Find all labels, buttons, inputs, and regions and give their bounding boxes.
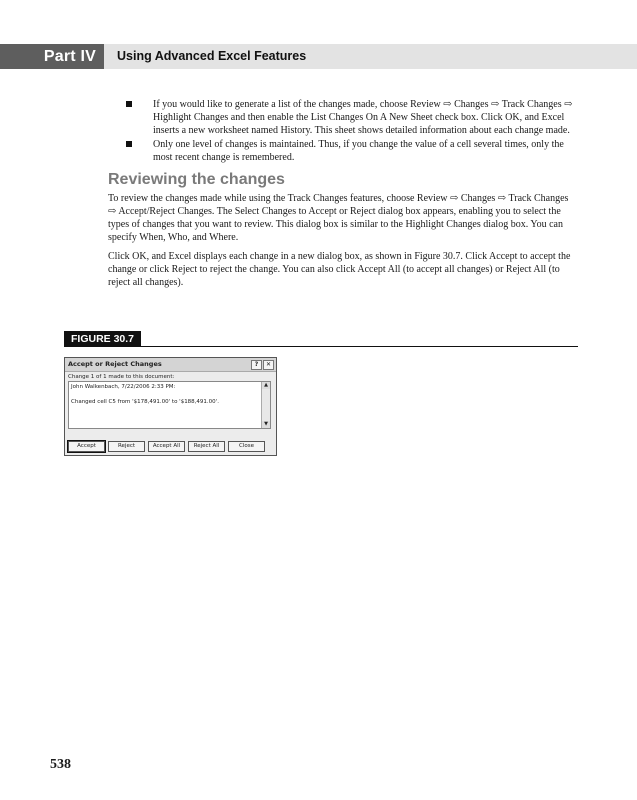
scroll-down-icon[interactable]: ▼ [262,421,270,428]
accept-button[interactable]: Accept [68,441,105,452]
vertical-scrollbar[interactable] [261,382,270,428]
bullet-square-icon [126,141,132,147]
figure-label: FIGURE 30.7 [64,331,141,347]
help-button[interactable]: ? [251,360,262,370]
bullet-item [108,98,578,137]
part-label: Part IV [0,44,104,69]
body-content [108,98,578,295]
change-detail: Changed cell C5 from '$178,491.00' to '$188,491.00'. [71,399,219,405]
running-header-title: Using Advanced Excel Features [117,49,307,63]
bullet-item [108,138,578,164]
paragraph: Click OK, and Excel displays each change in a new dialog box, as shown in Figure 30.7. Click Accept to accept the change or click Reject to reject the change. You can also click Accept All (to accept all changes) or Reject All (to reject all changes). [108,251,571,288]
reject-all-button[interactable]: Reject All [188,441,225,452]
bullet-text: Only one level of changes is maintained. Thus, if you change the value of a cell several times, only the most recent change is remembered. [153,139,564,163]
section-heading: Reviewing the changes [108,171,285,188]
close-icon[interactable]: ✕ [263,360,274,370]
bullet-list [108,98,578,164]
scroll-up-icon[interactable]: ▲ [262,382,270,389]
bullet-square-icon [126,101,132,107]
change-count-label: Change 1 of 1 made to this document: [68,374,175,380]
reject-button[interactable]: Reject [108,441,145,452]
accept-reject-dialog [64,357,277,456]
accept-all-button[interactable]: Accept All [148,441,185,452]
figure-rule [64,346,578,347]
dialog-title: Accept or Reject Changes [68,360,162,368]
dialog-button-row [68,441,265,452]
dialog-titlebar[interactable] [65,358,276,372]
page-number: 538 [50,757,71,772]
paragraph: To review the changes made while using the Track Changes features, choose Review ⇨ Changes ⇨ Track Changes ⇨ Accept/Reject Changes. The Select Changes to Accept or Reject dialog box appears, enabling you to select the types of changes that you want to review. This dialog box is similar to the Highlight Changes dialog box. You can specify When, Who, and Where. [108,193,569,243]
close-button[interactable]: Close [228,441,265,452]
change-author: John Walkenbach, 7/22/2006 2:33 PM: [71,384,176,390]
bullet-text: If you would like to generate a list of the changes made, choose Review ⇨ Changes ⇨ Track Changes ⇨ Highlight Changes and then enable the List Changes On A New Sheet check box. Click OK, and Excel inserts a new worksheet named History. This sheet shows detailed information about each change made. [153,99,573,136]
change-details-box[interactable] [68,381,271,429]
